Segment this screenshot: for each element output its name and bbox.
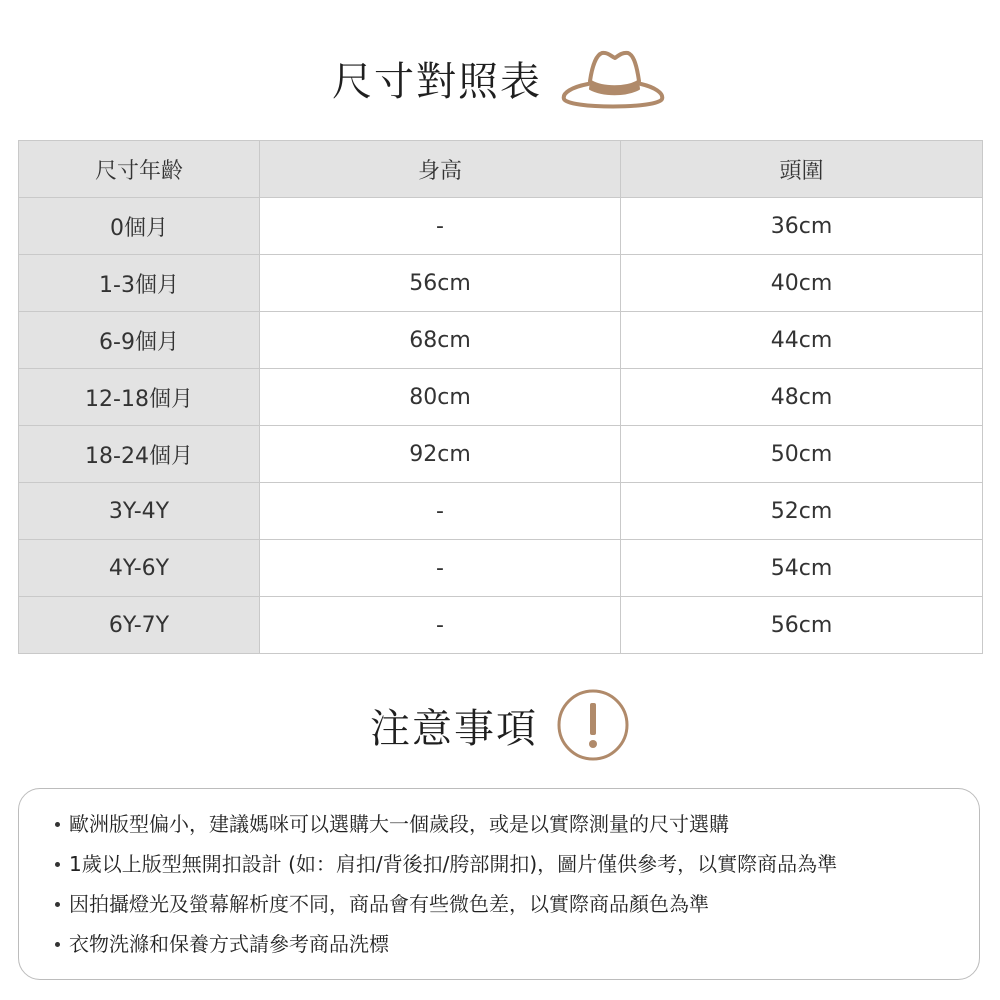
cell-height: -: [260, 597, 621, 654]
note-text: 衣物洗滌和保養方式請參考商品洗標: [69, 932, 389, 956]
header-height: 身高: [260, 141, 621, 198]
note-text: 歐洲版型偏小，建議媽咪可以選購大一個歲段，或是以實際測量的尺寸選購: [69, 812, 729, 836]
table-row: [19, 255, 983, 312]
table-row: [19, 483, 983, 540]
bullet: [55, 902, 60, 907]
table-row: [19, 198, 983, 255]
cell-age: 3Y-4Y: [19, 483, 260, 540]
size-chart-table: [18, 140, 983, 654]
cell-height: 68cm: [260, 312, 621, 369]
bullet: [55, 822, 60, 827]
note-text: 1歲以上版型無開扣設計 (如：肩扣/背後扣/胯部開扣)，圖片僅供參考，以實際商品為準: [69, 852, 838, 876]
bullet: [55, 862, 60, 867]
header-age: 尺寸年齡: [19, 141, 260, 198]
cell-age: 12-18個月: [19, 369, 260, 426]
header-head: 頭圍: [621, 141, 983, 198]
notice-box: [18, 788, 980, 980]
cell-height: -: [260, 198, 621, 255]
table-row: [19, 369, 983, 426]
note-text: 因拍攝燈光及螢幕解析度不同，商品會有些微色差，以實際商品顏色為準: [69, 892, 709, 916]
cell-height: 56cm: [260, 255, 621, 312]
list-item: [55, 891, 979, 917]
cell-head: 50cm: [621, 426, 983, 483]
cell-age: 1-3個月: [19, 255, 260, 312]
list-item: [55, 851, 979, 877]
list-item: [55, 931, 979, 957]
cell-age: 18-24個月: [19, 426, 260, 483]
cell-age: 6Y-7Y: [19, 597, 260, 654]
notice-title: 注意事項: [370, 705, 538, 752]
table-row: [19, 312, 983, 369]
cell-age: 0個月: [19, 198, 260, 255]
cell-head: 44cm: [621, 312, 983, 369]
cell-head: 56cm: [621, 597, 983, 654]
list-item: [55, 811, 979, 837]
size-chart-title: 尺寸對照表: [332, 58, 542, 105]
size-chart-title-row: [0, 38, 1000, 118]
cell-height: 80cm: [260, 369, 621, 426]
cell-head: 54cm: [621, 540, 983, 597]
cell-height: 92cm: [260, 426, 621, 483]
cell-height: -: [260, 540, 621, 597]
table-header-row: [19, 141, 983, 198]
cell-height: -: [260, 483, 621, 540]
bullet: [55, 942, 60, 947]
cell-age: 6-9個月: [19, 312, 260, 369]
cell-head: 40cm: [621, 255, 983, 312]
exclamation-circle-icon: [556, 688, 630, 762]
cell-age: 4Y-6Y: [19, 540, 260, 597]
table-row: [19, 597, 983, 654]
hat-icon: [558, 47, 668, 113]
cell-head: 36cm: [621, 198, 983, 255]
cell-head: 52cm: [621, 483, 983, 540]
notice-title-row: [0, 680, 1000, 770]
table-row: [19, 540, 983, 597]
table-row: [19, 426, 983, 483]
cell-head: 48cm: [621, 369, 983, 426]
